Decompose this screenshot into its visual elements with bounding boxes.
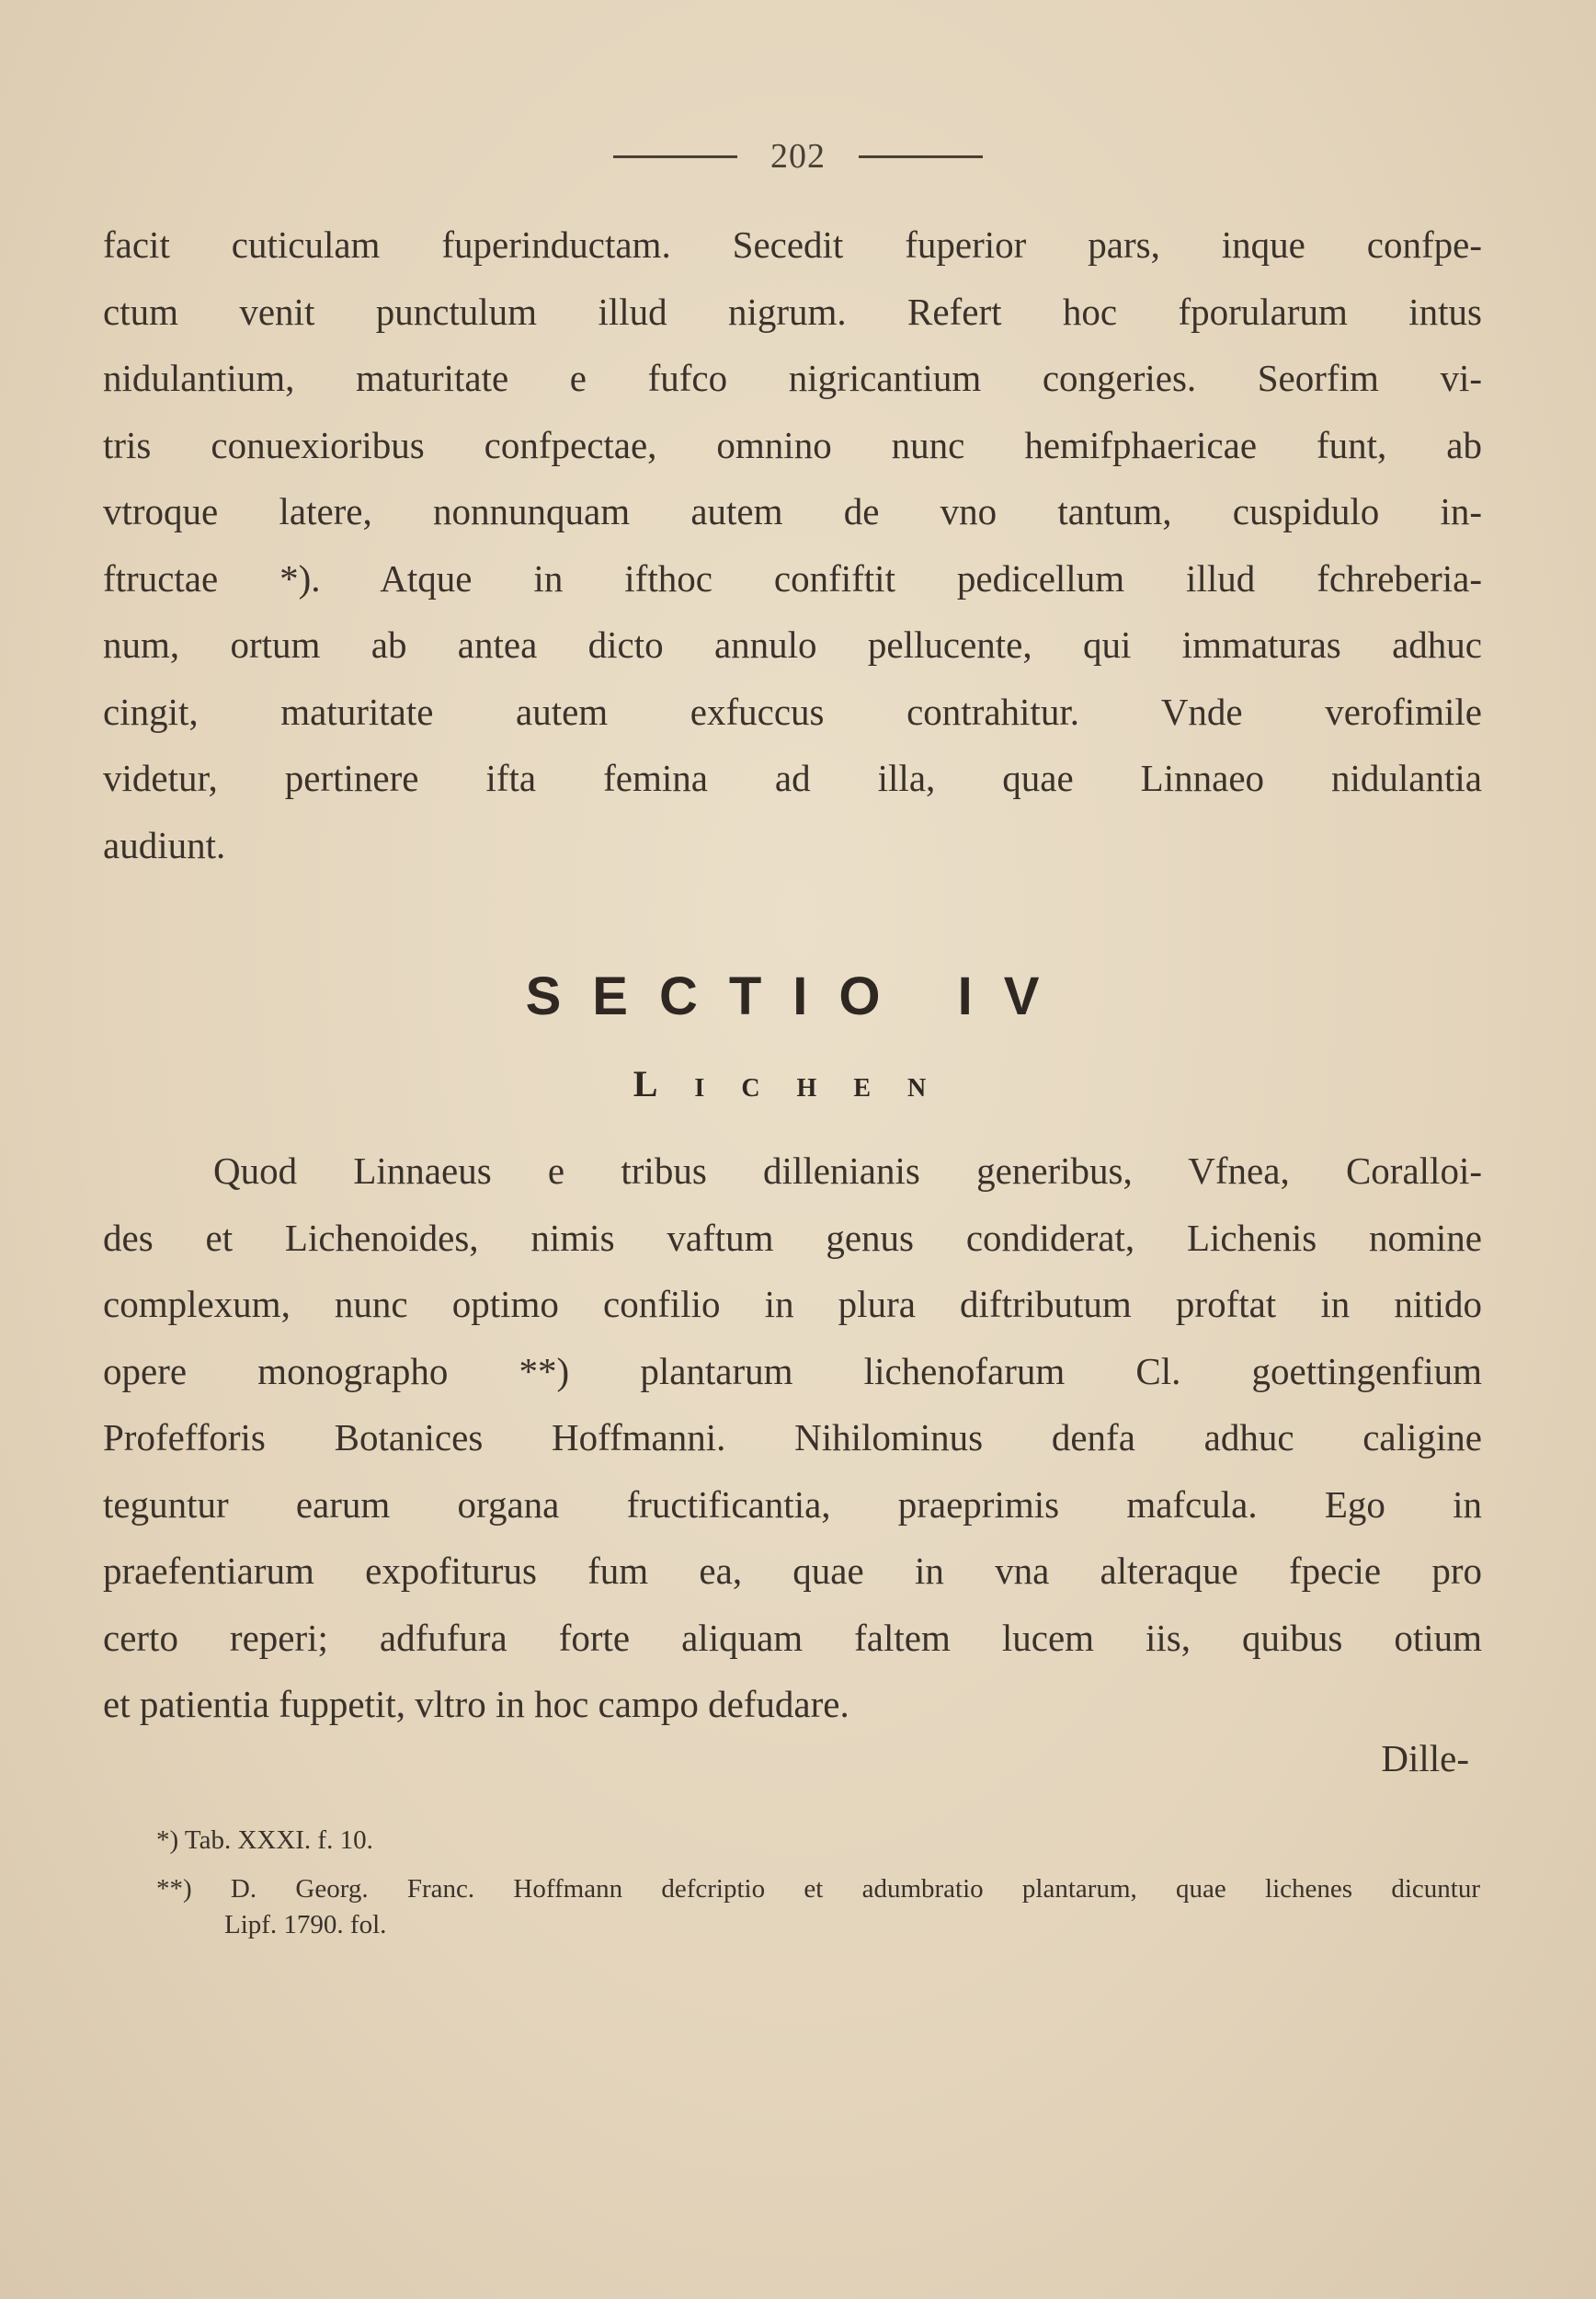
page-number: 202 xyxy=(770,137,826,176)
text-line: videtur, pertinere ifta femina ad illa, quae Linnaeo nidulantia xyxy=(103,757,1482,799)
text-line: cingit, maturitate autem exfuccus contrahitur. Vnde verofimile xyxy=(103,690,1482,733)
section-title: SECTIO IV xyxy=(525,966,1071,1026)
text-line: des et Lichenoides, nimis vaftum genus condiderat, Lichenis nomine xyxy=(103,1216,1482,1259)
text-line: ctum venit punctulum illud nigrum. Refert hoc fporularum intus xyxy=(103,290,1482,333)
text-line: audiunt. xyxy=(103,823,226,866)
text-line: praefentiarum expofiturus fum ea, quae in vna alteraque fpecie pro xyxy=(103,1550,1482,1592)
footnote-2-continuation: Lipf. 1790. fol. xyxy=(224,1910,387,1939)
text-line: teguntur earum organa fructificantia, praeprimis mafcula. Ego in xyxy=(103,1482,1482,1526)
text-line: facit cuticulam fuperinductam. Secedit fuperior pars, inque confpe- xyxy=(103,223,1482,266)
text-line: num, ortum ab antea dicto annulo pellucente, qui immaturas adhuc xyxy=(103,623,1482,666)
text-line: et patientia fuppetit, vltro in hoc campo defudare. xyxy=(103,1683,849,1725)
text-line: nidulantium, maturitate e fufco nigricantium congeries. Seorfim vi- xyxy=(103,357,1482,399)
catchword: Dille- xyxy=(1381,1737,1469,1779)
footnote-1: *) Tab. XXXI. f. 10. xyxy=(156,1825,373,1855)
text-line: ftructae *). Atque in ifthoc confiftit pedicellum illud fchreberia- xyxy=(103,556,1482,600)
paragraph-1 xyxy=(103,212,1482,878)
text-line: certo reperi; adfufura forte aliquam faltem lucem iis, quibus otium xyxy=(103,1616,1482,1659)
text-line: complexum, nunc optimo confilio in plura diftributum proftat in nitido xyxy=(103,1283,1482,1325)
text-line: vtroque latere, nonnunquam autem de vno tantum, cuspidulo in- xyxy=(103,490,1482,532)
text-line: Profefforis Botanices Hoffmanni. Nihilominus denfa adhuc caligine xyxy=(103,1416,1482,1458)
text-line: Quod Linnaeus e tribus dillenianis generibus, Vfnea, Coralloi- xyxy=(213,1150,1482,1192)
header-rule-left xyxy=(613,155,737,158)
header-rule-right xyxy=(859,155,983,158)
footnote-2: **) D. Georg. Franc. Hoffmann defcriptio et adumbratio plantarum, quae lichenes dicuntur xyxy=(156,1874,1480,1904)
section-subtitle: Lichen xyxy=(633,1063,963,1104)
text-line: opere monographo **) plantarum lichenofarum Cl. goettingenfium xyxy=(103,1349,1482,1392)
footnotes xyxy=(156,1825,1480,1940)
paragraph-2 xyxy=(103,1138,1482,1738)
page-header xyxy=(0,129,1596,184)
text-line: tris conuexioribus confpectae, omnino nunc hemifphaericae funt, ab xyxy=(103,423,1482,466)
